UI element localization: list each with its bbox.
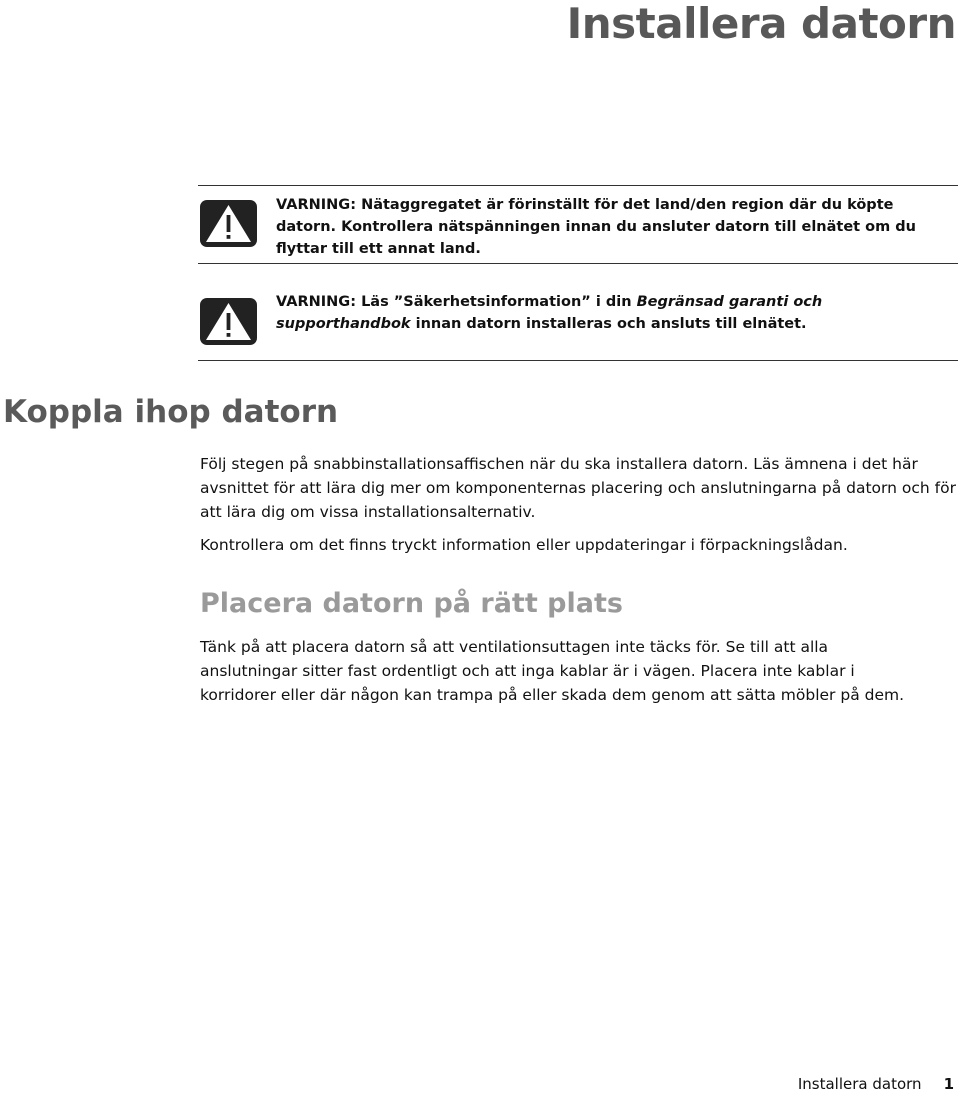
warning-text	[276, 291, 958, 335]
warning-label: VARNING:	[276, 197, 356, 213]
warning-message: Nätaggregatet är förinställt för det land/den region där du köpte datorn. Kontrollera nätspänningen innan du ansluter datorn till elnätet om du flyttar till ett annat land.	[276, 197, 916, 257]
page-footer	[798, 1074, 954, 1094]
warning-triangle-icon	[200, 298, 257, 345]
document-reference: Begränsad garanti och supporthandbok	[276, 294, 823, 332]
warning-label: VARNING:	[276, 294, 356, 310]
body-paragraph: Följ stegen på snabbinstallationsaffischen när du ska installera datorn. Läs ämnena i det här avsnittet för att lära dig mer om komponenternas placering och anslutningarna på datorn och för att lära dig om vissa installationsalternativ.	[200, 455, 956, 521]
page-number: 1	[943, 1075, 954, 1093]
subsection-heading: Placera datorn på rätt plats	[200, 588, 623, 619]
body-paragraph: Tänk på att placera datorn så att ventilationsuttagen inte täcks för. Se till att alla anslutningar sitter fast ordentligt och att inga kablar är i vägen. Placera inte kablar i korridorer eller där någon kan trampa på eller skada dem genom att sätta möbler på dem.	[200, 638, 905, 704]
warning-triangle-icon	[200, 200, 257, 247]
warning-text	[276, 194, 958, 260]
body-paragraph: Kontrollera om det finns tryckt information eller uppdateringar i förpackningslådan.	[200, 536, 848, 554]
page-title: Installera datorn	[566, 0, 956, 48]
warning-message-start: Läs ”Säkerhetsinformation” i din	[361, 294, 637, 310]
warning-message-end: innan datorn installeras och ansluts till elnätet.	[410, 316, 807, 332]
warning-box	[198, 263, 958, 361]
warning-box	[198, 185, 958, 264]
section-heading: Koppla ihop datorn	[3, 394, 339, 430]
footer-title: Installera datorn	[797, 1075, 922, 1093]
